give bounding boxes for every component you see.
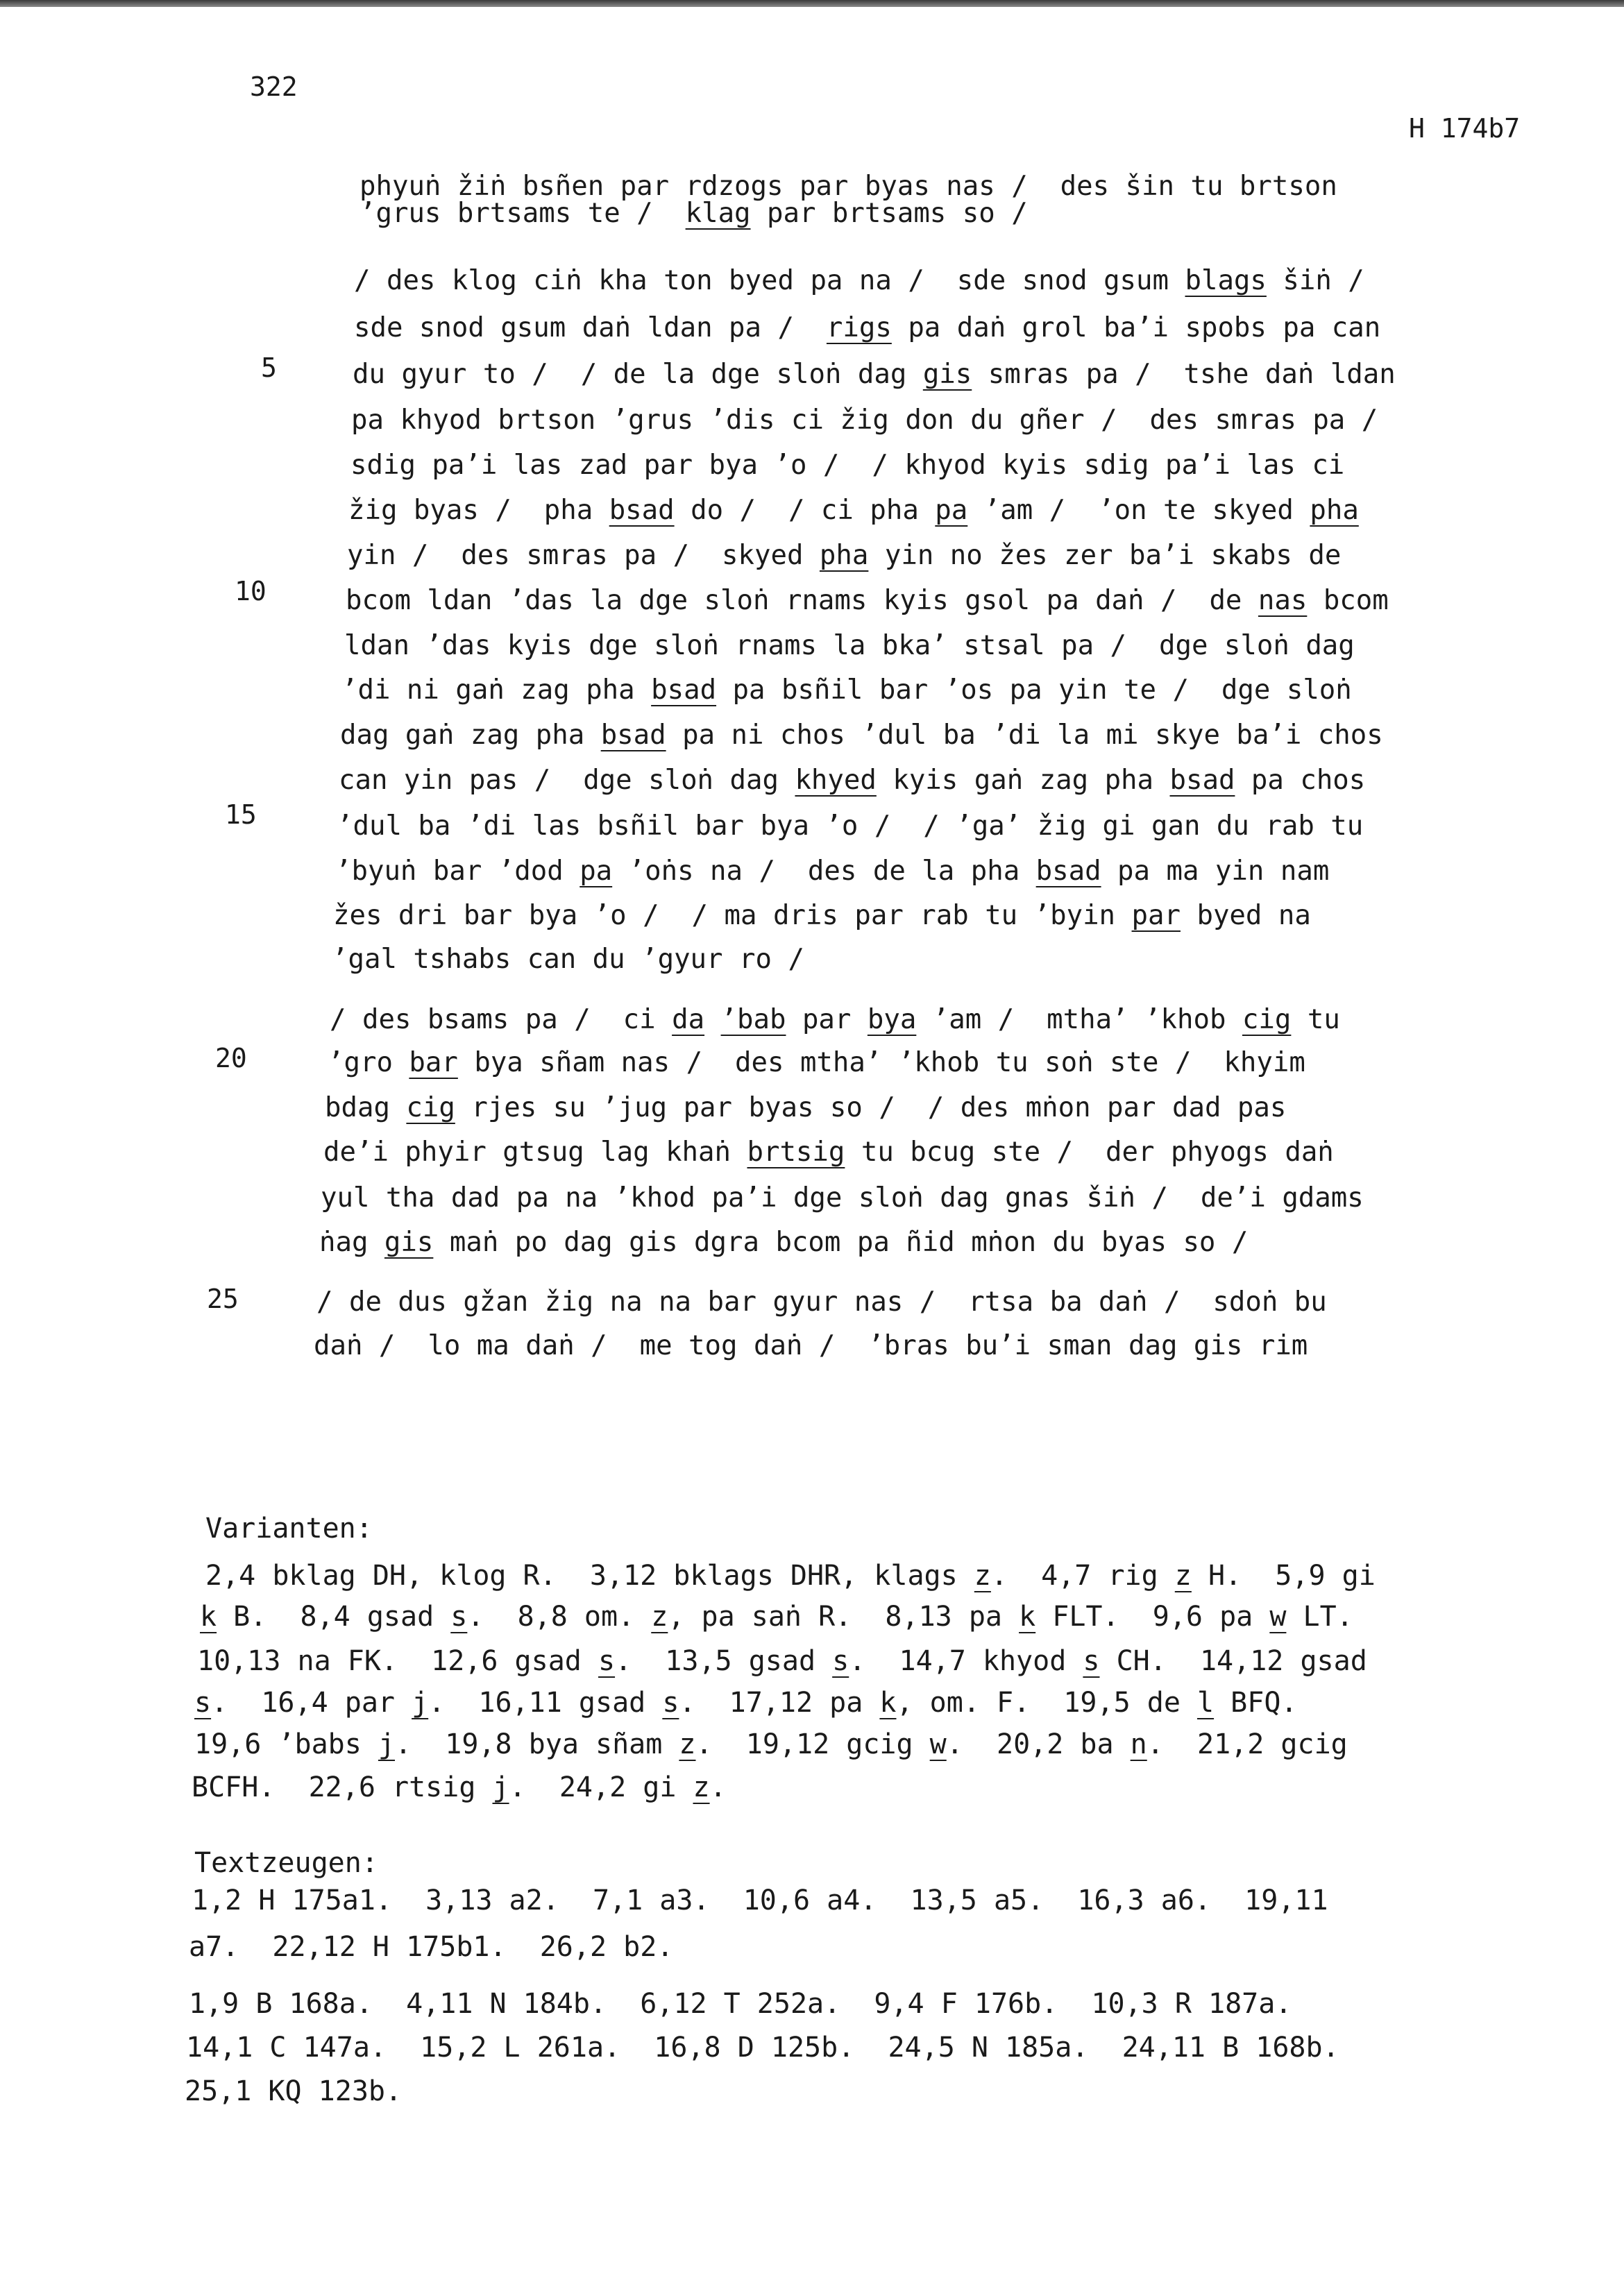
underlined-word: bsad — [1035, 856, 1101, 887]
underlined-word: z — [651, 1601, 668, 1633]
text-run: ’am / ’on te skyed — [967, 495, 1310, 526]
text-run — [704, 1004, 720, 1035]
text-run: B. 8,4 gsad — [217, 1601, 451, 1633]
underlined-word: pa — [580, 856, 613, 887]
text-run: de’i phyir gtsug lag khaṅ — [323, 1137, 747, 1168]
line-number: 20 — [215, 1043, 247, 1073]
underlined-word: pa — [935, 495, 968, 526]
varianten-line — [194, 1728, 1348, 1760]
text-run: byed na — [1180, 900, 1311, 931]
underlined-word: s — [450, 1601, 468, 1633]
underlined-word: bya — [867, 1004, 917, 1035]
underlined-word: bsad — [651, 674, 717, 706]
varianten-line — [192, 1771, 727, 1803]
underlined-word: par — [1131, 900, 1181, 931]
underlined-word: s — [1083, 1645, 1100, 1677]
underlined-word: ’bab — [720, 1004, 786, 1035]
text-line — [351, 405, 1378, 436]
varianten-line — [200, 1601, 1353, 1633]
text-run: ’byuṅ bar ’dod — [335, 856, 580, 887]
text-run: . 19,12 gcig — [695, 1728, 930, 1760]
text-line — [347, 540, 1341, 571]
text-run: . 14,7 khyod — [849, 1645, 1083, 1677]
text-run: rjes su ’jug par byas so / / des mṅon par dad pas — [455, 1092, 1287, 1123]
text-run: . 8,8 om. — [467, 1601, 652, 1633]
text-run: pa daṅ grol ba’i spobs pa can — [891, 312, 1381, 343]
text-run: pa ma yin nam — [1101, 856, 1330, 887]
textzeugen-line — [185, 2075, 402, 2107]
text-run: par brtsams so / — [750, 198, 1028, 229]
underlined-word: pha — [819, 540, 869, 571]
textzeugen-heading: Textzeugen: — [194, 1847, 378, 1879]
underlined-word: bsad — [609, 495, 675, 526]
text-line — [354, 312, 1380, 343]
text-run: daṅ / lo ma daṅ / me tog daṅ / ’bras bu’i sman dag gis rim — [314, 1330, 1308, 1361]
text-run: tu — [1291, 1004, 1340, 1035]
text-run: žes dri bar bya ’o / / ma dris par rab tu ’byin — [333, 900, 1132, 931]
line-number: 15 — [225, 799, 257, 830]
underlined-word: s — [194, 1687, 212, 1719]
text-run: . 13,5 gsad — [615, 1645, 833, 1677]
text-line — [350, 450, 1344, 481]
line-number: 10 — [235, 576, 267, 606]
text-run: ’dul ba ’di las bsñil bar bya ’o / / ’ga’ žig gi gan du rab tu — [337, 810, 1364, 842]
text-line — [344, 630, 1355, 661]
folio-sigla: H 174b7 — [1409, 113, 1521, 144]
text-run: 10,13 na FK. 12,6 gsad — [197, 1645, 598, 1677]
text-run: . 4,7 rig — [990, 1560, 1175, 1592]
underlined-word: l — [1196, 1687, 1215, 1719]
underlined-word: blags — [1185, 265, 1267, 296]
textzeugen-line — [186, 2032, 1339, 2064]
underlined-word: rigs — [826, 312, 892, 343]
underlined-word: w — [929, 1728, 947, 1760]
text-run: ’grus brtsams te / — [360, 198, 686, 229]
underlined-word: k — [200, 1601, 217, 1633]
text-line — [316, 1286, 1327, 1318]
underlined-word: cig — [1242, 1004, 1292, 1035]
underlined-word: z — [1174, 1560, 1192, 1592]
underlined-word: s — [832, 1645, 849, 1677]
text-run: ’oṅs na / des de la pha — [612, 856, 1036, 887]
text-run: LT. — [1286, 1601, 1353, 1633]
text-run: . 24,2 gi — [509, 1771, 693, 1803]
text-run: 25,1 KQ 123b. — [185, 2075, 403, 2107]
text-run: ’di ni gaṅ zag pha — [341, 674, 652, 706]
text-run: bya sñam nas / des mtha’ ’khob tu soṅ ste / khyim — [457, 1047, 1305, 1078]
varianten-heading: Varianten: — [205, 1513, 373, 1545]
text-line — [333, 900, 1311, 931]
underlined-word: gis — [922, 359, 972, 390]
text-run: ’am / mtha’ ’khob — [916, 1004, 1242, 1035]
text-run: 14,1 C 147a. 15,2 L 261a. 16,8 D 125b. 24,5 N 185a. 24,11 B 168b. — [186, 2032, 1339, 2064]
text-run: yul tha dad pa na ’khod pa’i dge sloṅ dag gnas šiṅ / de’i gdams — [321, 1182, 1364, 1214]
text-line — [360, 198, 1028, 229]
underlined-word: bar — [409, 1047, 458, 1078]
underlined-word: gis — [384, 1227, 434, 1258]
underlined-word: da — [672, 1004, 705, 1035]
underlined-word: z — [679, 1728, 696, 1760]
text-run: yin / des smras pa / skyed — [347, 540, 820, 571]
underlined-word: j — [412, 1687, 429, 1719]
varianten-line — [194, 1687, 1298, 1719]
text-line — [330, 1004, 1340, 1035]
text-line — [341, 674, 1352, 706]
text-run: du gyur to / / de la dge sloṅ dag — [353, 359, 923, 390]
text-line — [337, 810, 1363, 842]
text-run: pa chos — [1235, 765, 1366, 796]
text-run: . — [709, 1771, 727, 1803]
text-line — [323, 1137, 1334, 1168]
text-line — [353, 359, 1396, 390]
text-line — [348, 495, 1359, 526]
text-run: yin no žes zer ba’i skabs de — [868, 540, 1342, 571]
text-run: BFQ. — [1214, 1687, 1298, 1719]
textzeugen-line — [189, 1931, 673, 1963]
line-number: 25 — [207, 1284, 239, 1314]
underlined-word: w — [1269, 1601, 1287, 1633]
text-line — [325, 1092, 1286, 1123]
text-run: smras pa / tshe daṅ ldan — [972, 359, 1396, 390]
text-line — [314, 1330, 1308, 1361]
underlined-word: s — [598, 1645, 616, 1677]
text-run: bdag — [325, 1092, 407, 1123]
text-run: maṅ po dag gis dgra bcom pa ñid mṅon du byas so / — [433, 1227, 1249, 1258]
text-line — [328, 1047, 1305, 1078]
line-number: 5 — [261, 352, 277, 383]
scan-edge-bar — [0, 0, 1624, 7]
text-run: 1,2 H 175a1. 3,13 a2. 7,1 a3. 10,6 a4. 13,5 a5. 16,3 a6. 19,11 — [192, 1885, 1328, 1916]
text-line — [319, 1227, 1248, 1258]
underlined-word: cig — [406, 1092, 455, 1123]
underlined-word: nas — [1258, 585, 1308, 616]
text-run: . 16,11 gsad — [428, 1687, 663, 1719]
underlined-word: k — [879, 1687, 897, 1719]
text-run: 19,6 ’babs — [194, 1728, 378, 1760]
text-run: ṅag — [319, 1227, 384, 1258]
text-run: / des bsams pa / ci — [330, 1004, 673, 1035]
underlined-word: j — [378, 1728, 395, 1760]
text-run: sdig pa’i las zad par bya ’o / / khyod kyis sdig pa’i las ci — [350, 450, 1345, 481]
underlined-word: khyed — [795, 765, 877, 796]
text-run: BCFH. 22,6 rtsig — [192, 1771, 493, 1803]
text-run: . 19,8 bya sñam — [395, 1728, 679, 1760]
text-run: can yin pas / dge sloṅ dag — [339, 765, 795, 796]
text-run: , om. F. 19,5 de — [896, 1687, 1197, 1719]
textzeugen-line — [192, 1885, 1328, 1916]
text-line — [346, 585, 1389, 616]
underlined-word: k — [1019, 1601, 1036, 1633]
text-run: tu bcug ste / der phyogs daṅ — [845, 1137, 1334, 1168]
text-run: pa khyod brtson ’grus ’dis ci žig don du gñer / des smras pa / — [351, 405, 1378, 436]
underlined-word: klag — [685, 198, 751, 229]
text-run: ’gal tshabs can du ’gyur ro / — [332, 944, 804, 975]
underlined-word: bsad — [1169, 765, 1235, 796]
text-run: žig byas / pha — [348, 495, 609, 526]
text-run: do / / ci pha — [674, 495, 936, 526]
text-run: pa bsñil bar ’os pa yin te / dge sloṅ — [716, 674, 1352, 706]
text-line — [321, 1182, 1364, 1214]
text-line — [335, 856, 1329, 887]
text-run: kyis gaṅ zag pha — [876, 765, 1170, 796]
text-run: sde snod gsum daṅ ldan pa / — [354, 312, 827, 343]
text-run: CH. 14,12 gsad — [1099, 1645, 1367, 1677]
page-number: 322 — [250, 71, 298, 102]
text-run: , pa saṅ R. 8,13 pa — [668, 1601, 1020, 1633]
textzeugen-line — [189, 1988, 1292, 2020]
text-run: bcom ldan ’das la dge sloṅ rnams kyis gsol pa daṅ / de — [346, 585, 1258, 616]
underlined-word: s — [662, 1687, 679, 1719]
text-run: a7. 22,12 H 175b1. 26,2 b2. — [189, 1931, 674, 1963]
underlined-word: brtsig — [747, 1137, 845, 1168]
text-run: dag gaṅ zag pha — [340, 720, 601, 751]
underlined-word: bsad — [600, 720, 666, 751]
text-run: phyuṅ žiṅ bsñen par rdzogs par byas nas / des šin tu brtson — [360, 171, 1337, 202]
text-run: H. 5,9 gi — [1191, 1560, 1376, 1592]
text-run: ldan ’das kyis dge sloṅ rnams la bka’ stsal pa / dge sloṅ dag — [344, 630, 1355, 661]
text-line — [332, 944, 804, 975]
underlined-word: j — [492, 1771, 509, 1803]
text-run: . 16,4 par — [211, 1687, 412, 1719]
text-line — [354, 265, 1364, 296]
text-run: . 21,2 gcig — [1147, 1728, 1348, 1760]
text-run: . 20,2 ba — [946, 1728, 1131, 1760]
text-run: . 17,12 pa — [679, 1687, 880, 1719]
text-run: šiṅ / — [1266, 265, 1364, 296]
text-run: 1,9 B 168a. 4,11 N 184b. 6,12 T 252a. 9,4 F 176b. 10,3 R 187a. — [189, 1988, 1292, 2020]
text-line — [339, 765, 1365, 796]
underlined-word: z — [693, 1771, 710, 1803]
underlined-word: n — [1130, 1728, 1147, 1760]
varianten-line — [205, 1560, 1376, 1592]
text-line — [340, 720, 1383, 751]
underlined-word: pha — [1310, 495, 1359, 526]
varianten-line — [197, 1645, 1367, 1677]
text-run: 2,4 bklag DH, klog R. 3,12 bklags DHR, klags — [205, 1560, 974, 1592]
underlined-word: z — [974, 1560, 991, 1592]
text-run: par — [786, 1004, 868, 1035]
text-run: FLT. 9,6 pa — [1035, 1601, 1270, 1633]
text-run: ’gro — [328, 1047, 409, 1078]
text-run: bcom — [1307, 585, 1389, 616]
text-run: pa ni chos ’dul ba ’di la mi skye ba’i chos — [666, 720, 1383, 751]
text-run: / des klog ciṅ kha ton byed pa na / sde snod gsum — [354, 265, 1185, 296]
text-run: / de dus gžan žig na na bar gyur nas / rtsa ba daṅ / sdoṅ bu — [316, 1286, 1327, 1318]
